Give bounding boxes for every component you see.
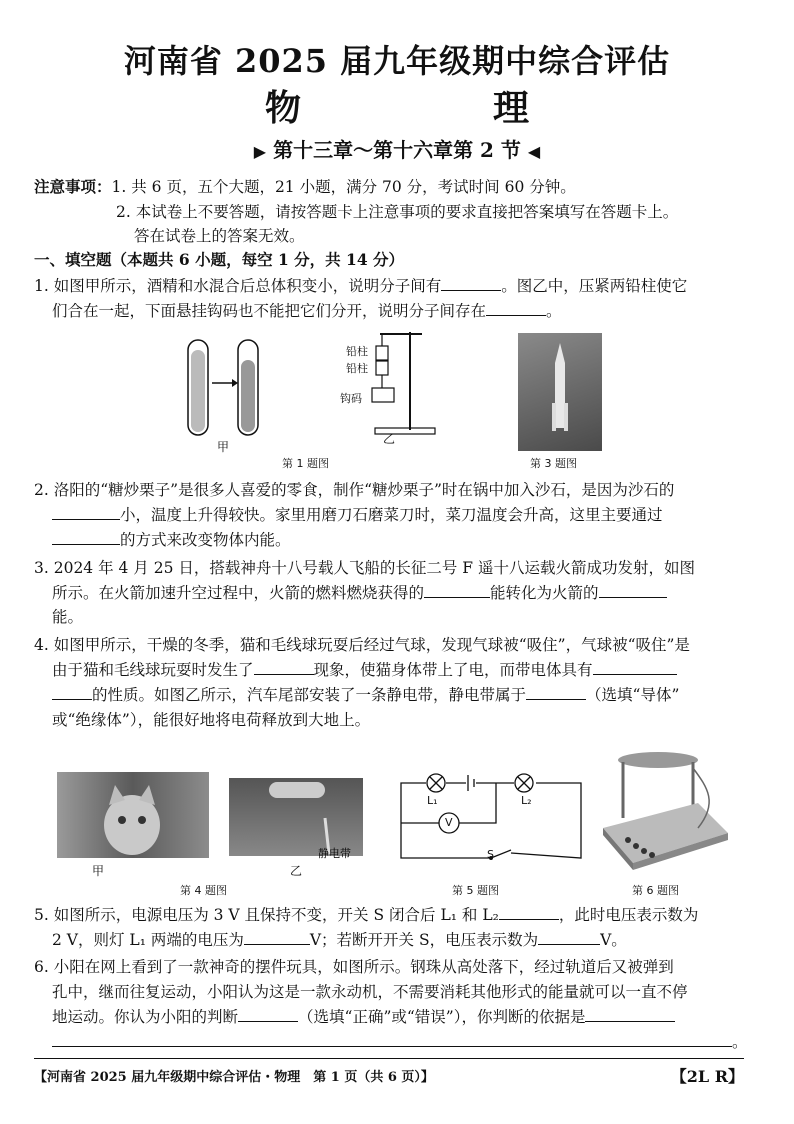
fig4-jia-label: 甲	[92, 864, 105, 878]
answer-blank	[593, 658, 677, 675]
q5-text-a2: ，此时电压表示数为	[558, 906, 699, 924]
fig5-caption: 第 5 题图	[452, 884, 499, 897]
answer-blank	[238, 1005, 298, 1022]
q2-text-c: 的方式来改变物体内能。	[120, 531, 291, 549]
question-3-line-3: 能。	[52, 608, 84, 626]
answer-blank	[244, 928, 310, 945]
q1-text-c: 们合在一起，下面悬挂钩码也不能把它们分开，说明分子间存在	[52, 302, 487, 320]
question-3-line-1: 3. 2024 年 4 月 25 日，搭载神舟十八号载人飞船的长征二号 F 遥十八运载火箭成功发射，如图	[34, 559, 695, 577]
question-6-line-2: 孔中，继而往复运动，小阳认为这是一款永动机，不需要消耗其他形式的能量就可以一直不停	[52, 983, 688, 1001]
q4-text-c1: 的性质。如图乙所示，汽车尾部安装了一条静电带，静电带属于	[92, 686, 527, 704]
answer-blank	[424, 581, 490, 598]
answer-blank	[441, 274, 501, 291]
question-4-line-3	[52, 683, 760, 707]
answer-blank	[585, 1005, 675, 1022]
section-heading: 一、填空题（本题共 6 小题，每空 1 分，共 14 分）	[34, 250, 405, 269]
question-2-line-1: 2. 洛阳的“糖炒栗子”是很多人喜爱的零食，制作“糖炒栗子”时在锅中加入沙石，是因为沙石的	[34, 481, 675, 499]
q1-text-b: 。图乙中，压紧两铅柱使它	[501, 277, 688, 295]
fig4-caption: 第 4 题图	[180, 884, 227, 897]
question-5-line-2	[52, 928, 760, 952]
lead-label-1: 铅柱	[346, 345, 368, 358]
strap-label: 静电带	[318, 847, 351, 860]
q2-text-b: 小，温度上升得较快。家里用磨刀石磨菜刀时，菜刀温度会升高，这里主要通过	[120, 506, 663, 524]
question-6-line-1: 6. 小阳在网上看到了一款神奇的摆件玩具，如图所示。钢珠从高处落下，经过轨道后又被弹到	[34, 958, 674, 976]
question-6-line-4	[52, 1030, 760, 1054]
q1-text-a: 1. 如图甲所示，酒精和水混合后总体积变小，说明分子间有	[34, 277, 442, 295]
cat-photo	[57, 772, 209, 858]
question-2-line-2	[52, 503, 760, 527]
footer-divider	[34, 1058, 744, 1059]
answer-blank	[486, 299, 546, 316]
lamp-l2-label: L₂	[521, 794, 532, 807]
q6-text-d: 。	[732, 1033, 748, 1051]
answer-blank	[499, 903, 559, 920]
answer-blank	[254, 658, 314, 675]
q3-text-b2: 能转化为火箭的	[490, 584, 599, 602]
question-5-line-1	[34, 903, 760, 927]
test-tubes-figure	[180, 335, 290, 455]
switch-label: S	[487, 848, 494, 861]
fig3-caption: 第 3 题图	[530, 457, 577, 470]
q1-text-d: 。	[546, 302, 562, 320]
answer-blank	[538, 928, 600, 945]
scope-left-marker: ▶	[253, 142, 267, 161]
lead-label-2: 铅柱	[346, 362, 368, 375]
lamp-l1-label: L₁	[427, 794, 438, 807]
q5-text-a1: 5. 如图所示，电源电压为 3 V 且保持不变，开关 S 闭合后 L₁ 和 L₂	[34, 906, 499, 924]
answer-blank	[52, 503, 120, 520]
answer-blank	[52, 528, 120, 545]
pendulum-toy-photo	[598, 748, 734, 870]
fig1-jia-label: 甲	[217, 440, 230, 454]
q6-text-c2: （选填“正确”或“错误”），你判断的依据是	[298, 1008, 586, 1026]
answer-blank	[599, 581, 667, 598]
footer-text: 【河南省 2025 届九年级期中综合评估・物理 第 1 页（共 6 页）】	[34, 1070, 434, 1085]
answer-blank	[526, 683, 586, 700]
q5-text-b1: 2 V，则灯 L₁ 两端的电压为	[52, 931, 244, 949]
notice-item-2a: 2. 本试卷上不要答题，请按答题卡上注意事项的要求直接把答案填写在答题卡上。	[116, 203, 679, 221]
scope-text: 第十三章～第十六章第 2 节	[273, 138, 521, 162]
notice-line-1	[34, 175, 760, 199]
rocket-icon	[548, 343, 572, 443]
question-4-line-2	[52, 658, 760, 682]
q3-text-b1: 所示。在火箭加速升空过程中，火箭的燃料燃烧获得的	[52, 584, 425, 602]
notice-item-1: 1. 共 6 页，五个大题，21 小题，满分 70 分，考试时间 60 分钟。	[111, 178, 576, 196]
voltmeter-label: V	[445, 816, 453, 829]
q4-text-c2: （选填“导体”	[586, 686, 680, 704]
notice-item-2b: 答在试卷上的答案无效。	[134, 227, 305, 245]
scope-right-marker: ◀	[527, 142, 541, 161]
q5-text-b2: V；若断开开关 S，电压表示数为	[309, 931, 539, 949]
question-3-line-2	[52, 581, 760, 605]
cat-icon	[97, 780, 167, 858]
fig4-yi-label: 乙	[290, 864, 303, 878]
weight-label: 钩码	[340, 392, 362, 405]
paper-code: 【2L R】	[670, 1067, 744, 1086]
question-4-line-1: 4. 如图甲所示，干燥的冬季，猫和毛线球玩耍后经过气球，发现气球被“吸住”，气球被“吸住”是	[34, 636, 690, 654]
q6-text-c1: 地运动。你认为小阳的判断	[52, 1008, 239, 1026]
fig6-caption: 第 6 题图	[632, 884, 679, 897]
answer-blank	[52, 1030, 732, 1047]
q4-text-b2: 现象，使猫身体带上了电，而带电体具有	[313, 661, 593, 679]
question-1-line-2	[52, 299, 760, 323]
exam-title: 河南省 2025 届九年级期中综合评估	[123, 42, 671, 80]
notice-label: 注意事项：	[34, 177, 112, 196]
question-2-line-3	[52, 528, 760, 552]
q5-text-b3: V。	[600, 931, 627, 949]
question-1-line-1	[34, 274, 760, 298]
question-4-line-4: 或“绝缘体”），能很好地将电荷释放到大地上。	[52, 711, 371, 729]
answer-blank	[52, 683, 92, 700]
exam-scope	[0, 134, 794, 163]
subject-title: 物 理	[264, 87, 569, 129]
page-footer	[34, 1066, 744, 1085]
toy-icon	[598, 748, 734, 870]
question-6-line-3	[52, 1005, 760, 1029]
q4-text-b1: 由于猫和毛线球玩耍时发生了	[52, 661, 254, 679]
fig1-caption: 第 1 题图	[282, 457, 329, 470]
rocket-photo	[518, 333, 602, 451]
fig1-yi-label: 乙	[383, 432, 396, 446]
